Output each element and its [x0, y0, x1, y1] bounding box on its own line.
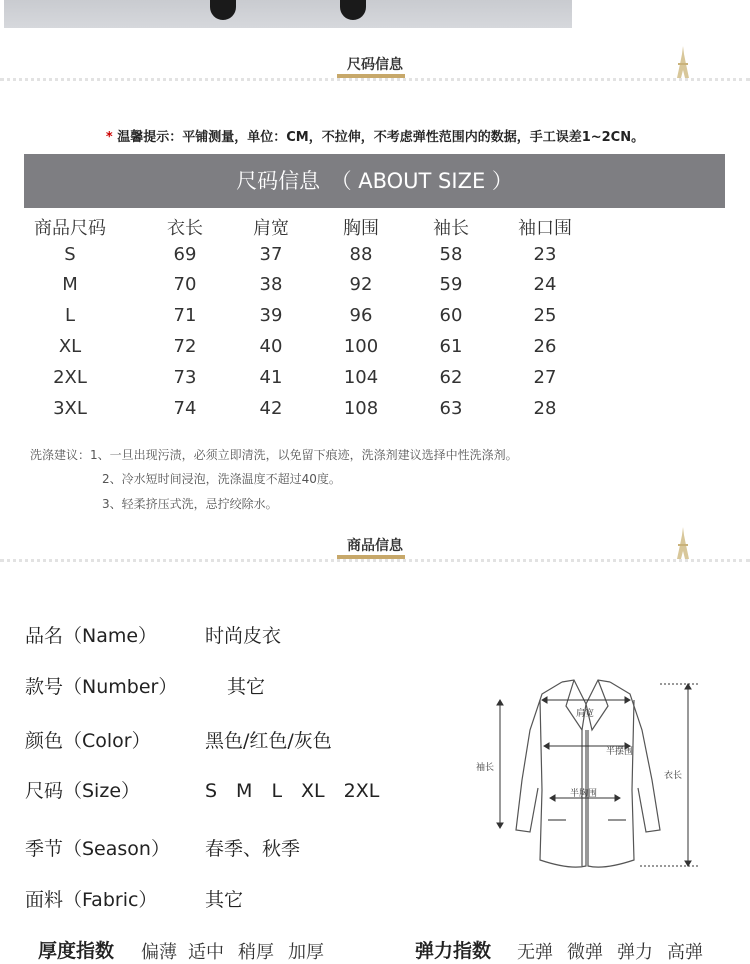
size-table-cell: 42 [259, 398, 283, 419]
size-table-row [24, 274, 724, 302]
elasticity-option: 高弹 [667, 942, 703, 963]
thickness-option: 适中 [188, 942, 224, 963]
size-table-cell: 69 [173, 244, 197, 265]
thickness-label: 厚度指数 [38, 940, 115, 962]
size-table-cell: 26 [533, 336, 557, 357]
size-table-row [24, 244, 724, 272]
thickness-option: 加厚 [288, 942, 324, 963]
info-value-color: 黑色/红色/灰色 [205, 730, 332, 752]
info-label-size: 尺码（Size） [25, 780, 141, 802]
size-table-cell: 104 [343, 367, 379, 388]
size-table-row [24, 367, 724, 395]
section-header-size [0, 54, 750, 114]
diagram-label-shoulder: 肩宽 [576, 709, 595, 719]
info-label-color: 颜色（Color） [25, 730, 151, 752]
washing-item-3: 3、轻柔挤压式洗，忌拧绞除水。 [102, 497, 278, 511]
washing-label: 洗涤建议： [30, 448, 91, 462]
size-table-row [24, 305, 724, 333]
size-table-cell: 88 [349, 244, 373, 265]
info-label-fabric: 面料（Fabric） [25, 889, 158, 911]
elasticity-label: 弹力指数 [415, 940, 492, 962]
info-value-fabric: 其它 [205, 889, 244, 911]
size-table-cell: 74 [173, 398, 197, 419]
size-table-cell: 61 [439, 336, 463, 357]
size-table-column-header: 商品尺码 [34, 218, 106, 239]
thickness-option: 稍厚 [238, 942, 274, 963]
thickness-option: 偏薄 [141, 942, 177, 963]
product-photo-strip [4, 0, 572, 28]
info-value-season: 春季、秋季 [205, 838, 301, 860]
size-table-cell: 100 [343, 336, 379, 357]
title-underline [337, 555, 405, 559]
diagram-label-sleeve: 袖长 [476, 763, 495, 773]
section-title: 尺码信息 [347, 57, 403, 73]
size-table-cell: S [64, 244, 76, 265]
size-table-cell: 96 [349, 305, 373, 326]
size-table-cell: 72 [173, 336, 197, 357]
info-value-size: S M L XL 2XL [205, 780, 380, 802]
shoe-left [210, 0, 236, 20]
diagram-label-half-hem: 半摆围 [606, 747, 634, 757]
size-table-cell: 62 [439, 367, 463, 388]
measure-tip [0, 126, 750, 145]
size-table-cell: 92 [349, 274, 373, 295]
eiffel-tower-icon [674, 527, 692, 561]
size-table-row [24, 398, 724, 426]
size-table-cell: 2XL [53, 367, 87, 388]
size-table-cell: 63 [439, 398, 463, 419]
elasticity-option: 无弹 [517, 942, 553, 963]
size-table-cell: 38 [259, 274, 283, 295]
size-table-cell: 40 [259, 336, 283, 357]
size-table-cell: L [64, 305, 76, 326]
size-table-cell: 25 [533, 305, 557, 326]
size-table-header [24, 214, 724, 242]
size-table-cell: XL [58, 336, 82, 357]
size-table-cell: 27 [533, 367, 557, 388]
dotted-divider [0, 559, 750, 562]
size-table-column-header: 胸围 [343, 218, 379, 239]
section-header-product [0, 535, 750, 595]
elasticity-option: 弹力 [617, 942, 653, 963]
size-table-cell: 60 [439, 305, 463, 326]
size-table-cell: 70 [173, 274, 197, 295]
shoe-right [340, 0, 366, 20]
washing-advice [30, 446, 518, 463]
size-table-cell: M [62, 274, 78, 295]
size-table-cell: 73 [173, 367, 197, 388]
size-table-cell: 37 [259, 244, 283, 265]
size-table-cell: 28 [533, 398, 557, 419]
info-value-name: 时尚皮衣 [205, 625, 282, 647]
section-title: 商品信息 [347, 538, 403, 554]
dotted-divider [0, 78, 750, 81]
size-table-column-header: 肩宽 [253, 218, 289, 239]
size-table-cell: 41 [259, 367, 283, 388]
size-table-cell: 108 [343, 398, 379, 419]
eiffel-tower-icon [674, 46, 692, 80]
info-label-season: 季节（Season） [25, 838, 170, 860]
size-table-cell: 71 [173, 305, 197, 326]
size-table-column-header: 衣长 [167, 218, 203, 239]
washing-item-1: 1、一旦出现污渍，必须立即清洗，以免留下痕迹，洗涤剂建议选择中性洗涤剂。 [90, 448, 518, 462]
washing-item-2: 2、冷水短时间浸泡，洗涤温度不超过40度。 [102, 472, 341, 486]
size-table-column-header: 袖口围 [518, 218, 572, 239]
title-underline [337, 74, 405, 78]
size-table-cell: 3XL [53, 398, 87, 419]
size-table-cell: 39 [259, 305, 283, 326]
size-table-cell: 23 [533, 244, 557, 265]
size-table-column-header: 袖长 [433, 218, 469, 239]
size-table-cell: 58 [439, 244, 463, 265]
elasticity-option: 微弹 [567, 942, 603, 963]
tip-text: 温馨提示：平铺测量，单位：CM，不拉伸，不考虑弹性范围内的数据，手工误差1~2CN。 [117, 130, 645, 145]
size-banner: 尺码信息 （ ABOUT SIZE ） [24, 154, 725, 208]
tip-star: * [105, 130, 113, 145]
size-table-cell: 24 [533, 274, 557, 295]
diagram-label-length: 衣长 [664, 771, 683, 781]
info-label-name: 品名（Name） [25, 625, 158, 647]
info-label-number: 款号（Number） [25, 676, 178, 698]
size-table-row [24, 336, 724, 364]
size-table-cell: 59 [439, 274, 463, 295]
info-value-number: 其它 [227, 676, 266, 698]
jacket-measure-diagram [470, 670, 710, 876]
diagram-label-half-chest: 半胸围 [570, 789, 598, 799]
